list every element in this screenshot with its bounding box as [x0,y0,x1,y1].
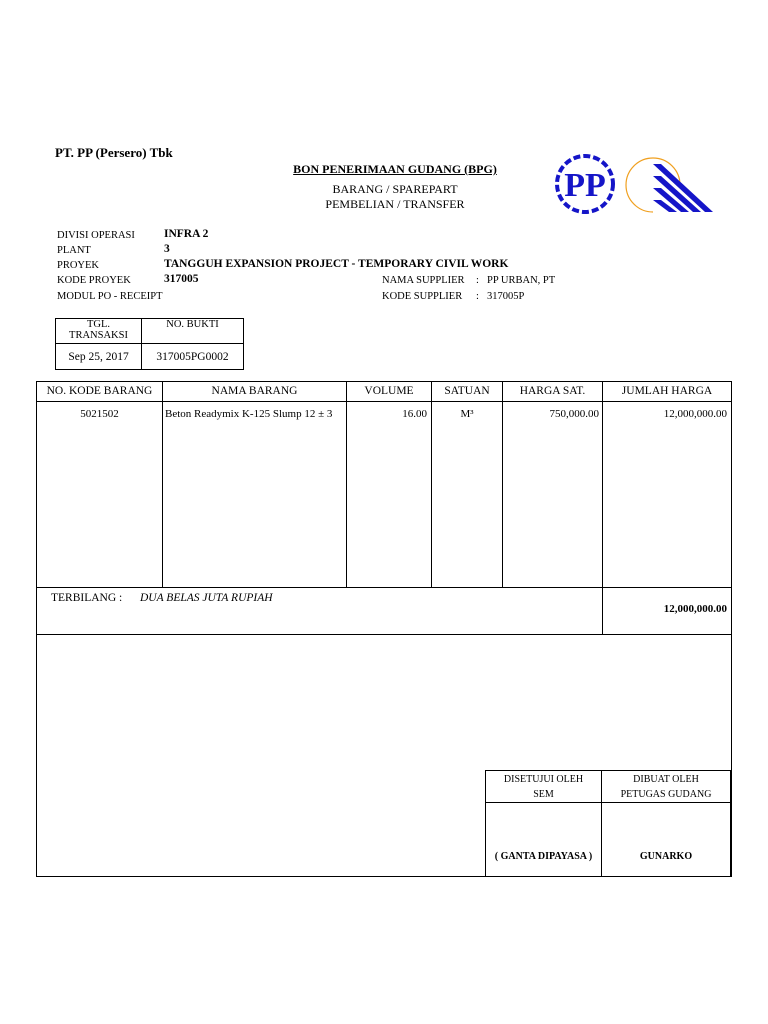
plant-value: 3 [164,243,170,255]
row-nama: Beton Readymix K-125 Slump 12 ± 3 [165,408,333,420]
supplier-colon: : [476,275,479,286]
divisi-value: INFRA 2 [164,228,209,240]
terbilang-text: DUA BELAS JUTA RUPIAH [140,592,273,604]
document-subtitle-2: PEMBELIAN / TRANSFER [325,197,465,211]
approved-by-line1: DISETUJUI OLEH [503,773,584,785]
proyek-label: PROYEK [57,260,100,271]
supplier-value: PP URBAN, PT [487,275,556,286]
maker-name: GUNARKO [602,803,731,877]
approver-name: ( GANTA DIPAYASA ) [486,803,602,877]
row-satuan: M³ [460,408,474,420]
no-bukti-header: NO. BUKTI [142,319,244,344]
header-jumlah-harga: JUMLAH HARGA [621,385,713,397]
kode-supplier-value: 317005P [487,291,525,302]
row-jumlah: 12,000,000.00 [663,408,727,420]
supplier-label: NAMA SUPPLIER [382,275,465,286]
tgl-label-line2: TRANSAKSI [69,330,128,341]
kode-proyek-label: KODE PROYEK [57,275,131,286]
transaction-box [55,318,244,370]
made-by-line2: PETUGAS GUDANG [620,788,712,800]
tgl-transaksi-header [56,319,142,344]
transaction-date: Sep 25, 2017 [56,344,142,370]
row-kode: 5021502 [80,408,119,420]
kode-supplier-label: KODE SUPPLIER [382,291,463,302]
header-nama-barang: NAMA BARANG [211,385,298,397]
row-harga: 750,000.00 [549,408,599,420]
approval-box [485,770,731,877]
proyek-value: TANGGUH EXPANSION PROJECT - TEMPORARY CIVIL WORK [164,258,509,270]
approved-by-header [486,771,602,803]
tgl-label-line1: TGL. [86,319,111,330]
header-satuan: SATUAN [444,385,490,397]
approved-by-line2: SEM [533,788,554,800]
made-by-header [602,771,731,803]
header-harga-sat: HARGA SAT. [519,385,586,397]
items-table [36,381,732,877]
terbilang-label: TERBILANG : [51,592,123,604]
made-by-line1: DIBUAT OLEH [633,773,699,785]
header-kode-barang: NO. KODE BARANG [46,385,153,397]
company-name: PT. PP (Persero) Tbk [55,145,173,160]
row-volume: 16.00 [402,408,427,420]
header-volume: VOLUME [364,385,414,397]
plant-label: PLANT [57,245,91,256]
no-bukti-value: 317005PG0002 [142,344,244,370]
svg-text:PP: PP [564,167,606,204]
kode-proyek-value: 317005 [164,273,199,285]
pp-logo [553,152,718,218]
kode-supplier-colon: : [476,291,479,302]
total-amount: 12,000,000.00 [663,603,727,615]
document-title: BON PENERIMAAN GUDANG (BPG) [293,162,497,176]
document-subtitle-1: BARANG / SPAREPART [332,182,458,196]
modul-label: MODUL PO - RECEIPT [57,291,163,302]
divisi-label: DIVISI OPERASI [57,230,135,241]
